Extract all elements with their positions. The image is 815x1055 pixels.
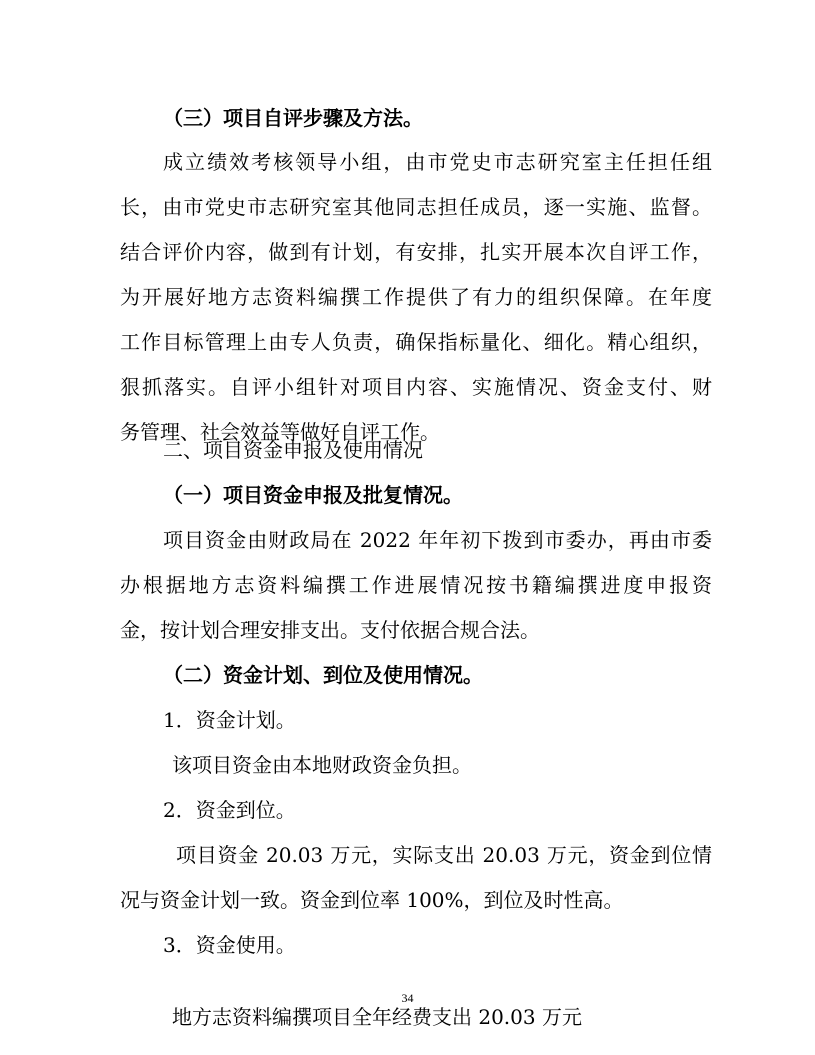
- subheading-funds-application-approval: （一）项目资金申报及批复情况。: [163, 483, 463, 507]
- paragraph-line: 项目资金由财政局在 2022 年年初下拨到市委办，再由市委: [163, 528, 712, 552]
- list-item-text-funds-usage: 地方志资料编撰项目全年经费支出 20.03 万元: [172, 1005, 582, 1029]
- paragraph-line: 工作目标管理上由专人负责，确保指标量化、细化。精心组织，: [120, 330, 712, 354]
- paragraph-line: 办根据地方志资料编撰工作进展情况按书籍编撰进度申报资: [120, 573, 712, 597]
- heading-project-self-evaluation-steps: （三）项目自评步骤及方法。: [163, 106, 423, 130]
- paragraph-line: 务管理、社会效益等做好自评工作。: [120, 420, 440, 444]
- paragraph-line: 结合评价内容，做到有计划，有安排，扎实开展本次自评工作，: [120, 240, 712, 264]
- paragraph-line: 狠抓落实。自评小组针对项目内容、实施情况、资金支付、财: [120, 375, 712, 399]
- list-item-text-funds-arrival: 项目资金 20.03 万元，实际支出 20.03 万元，资金到位情: [176, 843, 712, 867]
- list-item-text-funds-arrival: 况与资金计划一致。资金到位率 100%，到位及时性高。: [120, 888, 624, 912]
- list-item-title-funds-plan: 1．资金计划。: [163, 708, 296, 732]
- page-number: 34: [401, 991, 414, 1005]
- section-heading-funds-application-usage: 二、项目资金申报及使用情况: [163, 438, 423, 462]
- paragraph-line: 成立绩效考核领导小组，由市党史市志研究室主任担任组: [163, 150, 712, 174]
- paragraph-line: 为开展好地方志资料编撰工作提供了有力的组织保障。在年度: [120, 285, 712, 309]
- subheading-funds-plan-arrival-usage: （二）资金计划、到位及使用情况。: [163, 663, 483, 687]
- paragraph-line: 金，按计划合理安排支出。支付依据合规合法。: [120, 618, 540, 642]
- list-item-title-funds-arrival: 2．资金到位。: [163, 798, 296, 822]
- list-item-title-funds-usage: 3．资金使用。: [163, 933, 296, 957]
- paragraph-line: 长，由市党史市志研究室其他同志担任成员，逐一实施、监督。: [120, 195, 712, 219]
- list-item-text-funds-plan: 该项目资金由本地财政资金负担。: [172, 753, 472, 777]
